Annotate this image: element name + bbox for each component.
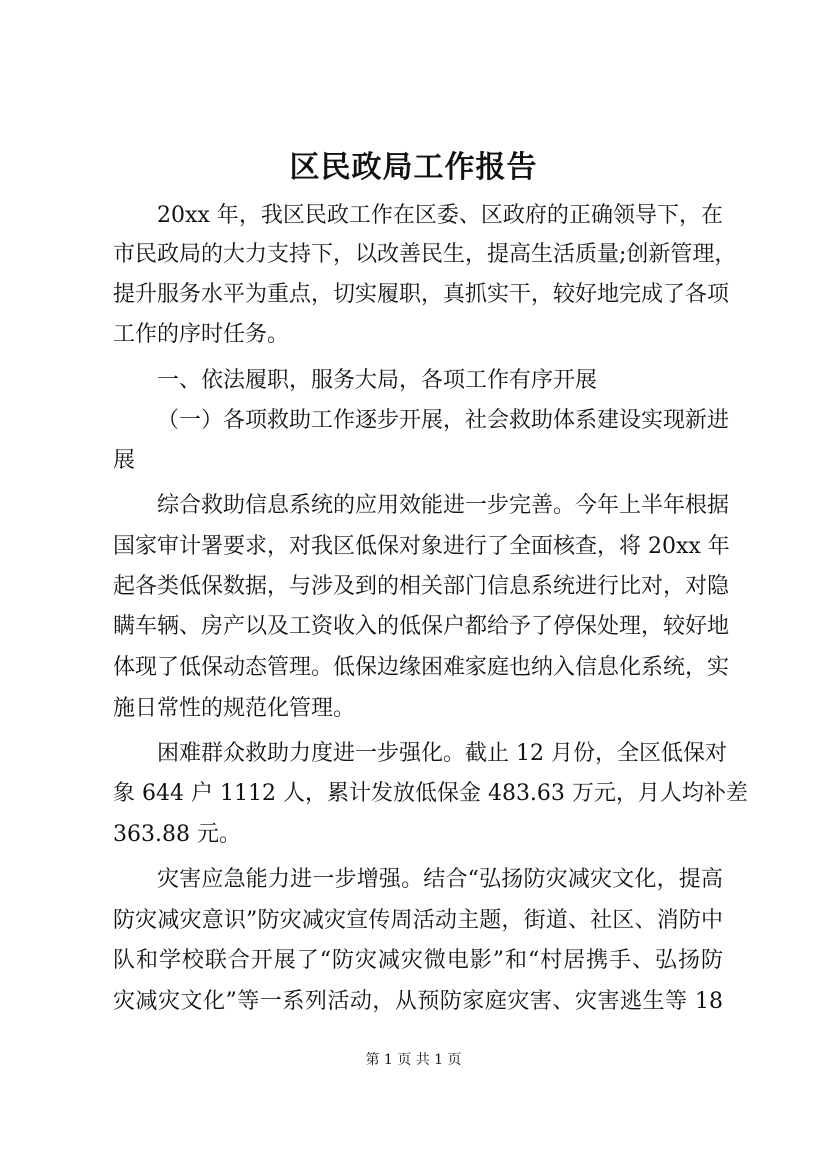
- paragraph-line: 20xx 年，我区民政工作在区委、区政府的正确领导下，在: [157, 203, 723, 228]
- paragraph-line: 象 644 户 1112 人，累计发放低保金 483.63 万元，月人均补差: [113, 781, 748, 806]
- paragraph-line: 防灾减灾意识”防灾减灾宣传周活动主题，街道、社区、消防中: [113, 908, 723, 933]
- paragraph-line: 困难群众救助力度进一步强化。截止 12 月份，全区低保对: [157, 741, 727, 766]
- paragraph-line: 综合救助信息系统的应用效能进一步完善。今年上半年根据: [157, 493, 730, 518]
- paragraph-line: 队和学校联合开展了“防灾减灾微电影”和“村居携手、弘扬防: [113, 948, 723, 973]
- paragraph-line: 国家审计署要求，对我区低保对象进行了全面核查，将 20xx 年: [113, 534, 730, 559]
- subsection-heading-continued: 展: [113, 448, 136, 473]
- paragraph-line: 起各类低保数据，与涉及到的相关部门信息系统进行比对，对隐: [113, 574, 730, 599]
- paragraph-line: 工作的序时任务。: [113, 322, 290, 347]
- paragraph-line: 灾减灾文化”等一系列活动，从预防家庭灾害、灾害逃生等 18: [113, 989, 723, 1014]
- paragraph-line: 施日常性的规范化管理。: [113, 696, 356, 721]
- document-title: 区民政局工作报告: [289, 150, 538, 185]
- section-heading: 一、依法履职，服务大局，各项工作有序开展: [157, 368, 598, 393]
- paragraph-line: 瞒车辆、房产以及工资收入的低保户都给予了停保处理，较好地: [113, 614, 730, 639]
- paragraph-line: 灾害应急能力进一步增强。结合“弘扬防灾减灾文化，提高: [157, 867, 723, 892]
- paragraph-line: 363.88 元。: [113, 822, 241, 847]
- paragraph-line: 体现了低保动态管理。低保边缘困难家庭也纳入信息化系统，实: [113, 655, 730, 680]
- paragraph-line: 市民政局的大力支持下，以改善民生，提高生活质量;创新管理，: [113, 242, 737, 267]
- paragraph-line: 提升服务水平为重点，切实履职，真抓实干，较好地完成了各项: [113, 282, 730, 307]
- subsection-heading: （一）各项救助工作逐步开展，社会救助体系建设实现新进: [157, 408, 730, 433]
- page-footer: 第 1 页 共 1 页: [365, 1052, 462, 1068]
